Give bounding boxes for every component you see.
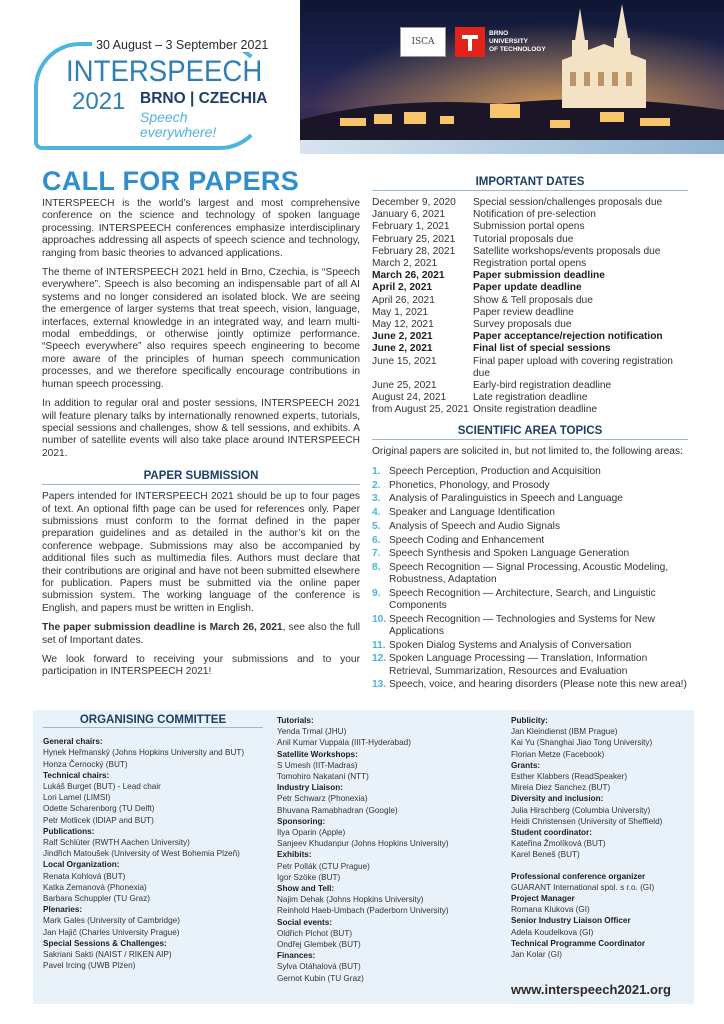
topic-number: 1. bbox=[372, 466, 381, 478]
topic-text: Speech Perception, Production and Acquisition bbox=[389, 466, 601, 478]
date-row bbox=[372, 246, 688, 258]
committee-member: Yenda Trmal (JHU) bbox=[277, 727, 347, 737]
deadline-paragraph bbox=[42, 622, 360, 647]
date-row bbox=[372, 221, 688, 233]
committee-member: Pavel Ircing (UWB Plzen) bbox=[43, 961, 136, 971]
committee-member: Jindřich Matoušek (University of West Bohemia Plzeň) bbox=[43, 849, 240, 859]
committee-member: Anil Kumar Vuppala (IIIT-Hyderabad) bbox=[277, 738, 411, 748]
committee-role-heading: Publications: bbox=[43, 826, 95, 836]
committee-member: Lori Lamel (LIMSI) bbox=[43, 793, 111, 803]
topic-text: Analysis of Speech and Audio Signals bbox=[389, 520, 561, 532]
topic-number: 4. bbox=[372, 507, 381, 519]
date-row bbox=[372, 209, 688, 221]
right-column bbox=[372, 176, 688, 693]
event-cell: Paper update deadline bbox=[473, 282, 582, 294]
committee-member: Florian Metze (Facebook) bbox=[511, 749, 605, 759]
topic-text: Phonetics, Phonology, and Prosody bbox=[389, 479, 550, 491]
topic-text: Spoken Dialog Systems and Analysis of Conversation bbox=[389, 639, 632, 651]
important-dates-table bbox=[372, 197, 688, 417]
committee-member: Tomohiro Nakatani (NTT) bbox=[277, 772, 369, 782]
date-cell: February 25, 2021 bbox=[372, 233, 456, 245]
sessions-paragraph: In addition to regular oral and poster sessions, INTERSPEECH 2021 will feature plenary talks by internationally renowned experts, tutorials, special sessions and challenges, show & tell sessions, and exhibits. A number of satellite events will also take place around INTERSPEECH 2021. bbox=[42, 398, 360, 459]
brno-night-photo bbox=[300, 0, 724, 150]
date-cell: June 15, 2021 bbox=[372, 355, 437, 367]
but-name-line-2: UNIVERSITY bbox=[489, 38, 529, 45]
committee-role-heading: General chairs: bbox=[43, 737, 103, 747]
event-cell: Notification of pre-selection bbox=[473, 209, 596, 221]
topic-text: Analysis of Paralinguistics in Speech and Language bbox=[389, 493, 623, 505]
topic-item bbox=[372, 548, 688, 560]
committee-role-heading: Plenaries: bbox=[43, 905, 83, 915]
topic-item bbox=[372, 466, 688, 478]
topic-number: 3. bbox=[372, 493, 381, 505]
date-row bbox=[372, 234, 688, 246]
date-cell: May 12, 2021 bbox=[372, 319, 434, 331]
brand-name: INTERSPEECH bbox=[66, 55, 263, 88]
committee-member: Romana Klukova (GI) bbox=[511, 905, 590, 915]
page-title: CALL FOR PAPERS bbox=[42, 166, 300, 196]
topic-item bbox=[372, 614, 688, 638]
date-row bbox=[372, 356, 688, 380]
city-skyline-illustration bbox=[300, 0, 724, 150]
committee-member: Jan Hajič (Charles University Prague) bbox=[43, 927, 180, 937]
topic-number: 7. bbox=[372, 548, 381, 560]
topic-number: 8. bbox=[372, 561, 381, 573]
date-cell: January 6, 2021 bbox=[372, 209, 446, 221]
committee-role-heading: Professional conference organizer bbox=[511, 871, 646, 881]
committee-member: Bhuvana Ramabhadran (Google) bbox=[277, 805, 398, 815]
isca-logo bbox=[400, 27, 446, 57]
date-row bbox=[372, 331, 688, 343]
topic-item bbox=[372, 588, 688, 612]
deadline-rest: , see also the full set of Important dates. bbox=[42, 622, 360, 646]
date-cell: June 2, 2021 bbox=[372, 331, 433, 343]
topic-number: 5. bbox=[372, 520, 381, 532]
brand-year: 2021 bbox=[72, 88, 126, 115]
committee-role-heading: Satellite Workshops: bbox=[277, 749, 358, 759]
committee-column-3 bbox=[511, 715, 691, 960]
committee-member: Esther Klabbers (ReadSpeaker) bbox=[511, 772, 628, 782]
committee-member: Petr Pollák (CTU Prague) bbox=[277, 861, 370, 871]
committee-member: Lukáš Burget (BUT) - Lead chair bbox=[43, 782, 161, 792]
topic-text: Speaker and Language Identification bbox=[389, 507, 555, 519]
committee-role-heading: Special Sessions & Challenges: bbox=[43, 938, 167, 948]
committee-column-1 bbox=[43, 715, 263, 971]
committee-role-heading: Technical Programme Coordinator bbox=[511, 938, 646, 948]
event-cell: Onsite registration deadline bbox=[473, 404, 598, 416]
topic-number: 11. bbox=[372, 639, 386, 651]
committee-role-heading: Show and Tell: bbox=[277, 884, 335, 894]
date-row bbox=[372, 380, 688, 392]
website-link[interactable]: www.interspeech2021.org bbox=[511, 982, 671, 997]
event-cell: Paper review deadline bbox=[473, 306, 574, 318]
date-row bbox=[372, 197, 688, 209]
closing-paragraph: We look forward to receiving your submissions and to your participation in INTERSPEECH 2021! bbox=[42, 654, 360, 678]
topic-number: 6. bbox=[372, 534, 381, 546]
topic-item bbox=[372, 480, 688, 492]
committee-member: Sylva Otáhalová (BUT) bbox=[277, 962, 361, 972]
important-dates-heading: IMPORTANT DATES bbox=[372, 176, 688, 191]
location: BRNO | CZECHIA bbox=[140, 90, 268, 107]
committee-role-heading: Publicity: bbox=[511, 716, 548, 725]
committee-member: Sakriani Sakti (NAIST / RIKEN AIP) bbox=[43, 950, 172, 960]
topic-text: Spoken Language Processing — Translation, Information Retrieval, Summarization, Resources and Evaluation bbox=[389, 653, 648, 677]
date-cell: March 26, 2021 bbox=[372, 270, 445, 282]
committee-member: GUARANT International spol. s r.o. (GI) bbox=[511, 882, 655, 892]
committee-member: Reinhold Haeb-Umbach (Paderborn University) bbox=[277, 906, 449, 916]
date-cell: April 2, 2021 bbox=[372, 282, 433, 294]
topic-number: 2. bbox=[372, 479, 381, 491]
date-cell: March 2, 2021 bbox=[372, 258, 438, 270]
committee-member: Ondřej Glembek (BUT) bbox=[277, 940, 361, 950]
committee-role-heading: Exhibits: bbox=[277, 850, 312, 860]
but-name-line-3: OF TECHNOLOGY bbox=[489, 46, 546, 53]
topic-number: 12. bbox=[372, 653, 387, 665]
topic-text: Speech Coding and Enhancement bbox=[389, 534, 545, 546]
date-row bbox=[372, 404, 688, 416]
topics-intro: Original papers are solicited in, but not limited to, the following areas: bbox=[372, 445, 683, 457]
committee-member: Karel Beneš (BUT) bbox=[511, 850, 580, 860]
conference-dates: 30 August – 3 September 2021 bbox=[92, 38, 272, 52]
committee-member: Petr Motlicek (IDIAP and BUT) bbox=[43, 815, 154, 825]
header bbox=[0, 0, 724, 158]
date-row bbox=[372, 343, 688, 355]
date-row bbox=[372, 258, 688, 270]
committee-role-heading: Senior Industry Liaison Officer bbox=[511, 916, 631, 926]
date-row bbox=[372, 319, 688, 331]
topics-list bbox=[372, 466, 688, 691]
event-cell: Final list of special sessions bbox=[473, 343, 611, 355]
interspeech-logo bbox=[0, 0, 300, 158]
date-row bbox=[372, 392, 688, 404]
date-cell: June 25, 2021 bbox=[372, 380, 437, 392]
event-cell: Paper acceptance/rejection notification bbox=[473, 331, 663, 343]
committee-role-heading: Student coordinator: bbox=[511, 828, 592, 838]
left-column bbox=[42, 198, 360, 686]
committee-member: Adela Koudelkova (GI) bbox=[511, 927, 594, 937]
tagline-line-1: Speech bbox=[140, 109, 188, 125]
event-cell: Special session/challenges proposals due bbox=[473, 197, 663, 208]
event-cell: Final paper upload with covering registration due bbox=[473, 355, 673, 379]
event-cell: Submission portal opens bbox=[473, 221, 585, 233]
isca-logo-text: ISCA bbox=[411, 37, 435, 47]
topics-heading: SCIENTIFIC AREA TOPICS bbox=[372, 425, 688, 440]
committee-member: Sanjeev Khudanpur (Johns Hopkins University) bbox=[277, 839, 449, 849]
committee-role-heading: Diversity and inclusion: bbox=[511, 794, 604, 804]
tagline-line-2: everywhere! bbox=[140, 124, 217, 140]
committee-role-heading: Industry Liaison: bbox=[277, 783, 343, 793]
event-cell: Late registration deadline bbox=[473, 392, 588, 404]
committee-member: Kateřina Žmolíková (BUT) bbox=[511, 839, 606, 849]
committee-member: Katka Zemanová (Phonexia) bbox=[43, 882, 147, 892]
date-cell: April 26, 2021 bbox=[372, 294, 435, 306]
event-cell: Tutorial proposals due bbox=[473, 233, 574, 245]
date-row bbox=[372, 295, 688, 307]
date-cell: February 28, 2021 bbox=[372, 245, 456, 257]
topic-item bbox=[372, 535, 688, 547]
event-cell: Paper submission deadline bbox=[473, 270, 605, 282]
but-t-icon bbox=[455, 27, 485, 57]
event-cell: Survey proposals due bbox=[473, 319, 572, 331]
date-cell: June 2, 2021 bbox=[372, 343, 433, 355]
committee-member: Julia Hirschberg (Columbia University) bbox=[511, 805, 651, 815]
committee-member: Kai Yu (Shanghai Jiao Tong University) bbox=[511, 738, 653, 748]
committee-heading: ORGANISING COMMITTEE bbox=[43, 715, 263, 728]
submission-paragraph: Papers intended for INTERSPEECH 2021 should be up to four pages of text. An optional fifth page can be used for references only. Paper submissions must conform to the format defined in the paper preparation guidelines and as detailed in the author’s kit on the conference webpage. Submissions may also be accompanied by additional files such as multimedia files. Authors must declare that their contributions are original and have not been submitted elsewhere for publication. Papers must be submitted via the online paper submission system. The working language of the conference is English, and papers must be written in English. bbox=[42, 491, 360, 614]
event-cell: Registration portal opens bbox=[473, 258, 587, 270]
committee-member: Jan Kolar (GI) bbox=[511, 950, 562, 960]
topic-item bbox=[372, 653, 688, 677]
committee-role-heading: Grants: bbox=[511, 760, 541, 770]
topic-number: 9. bbox=[372, 587, 381, 599]
committee-member: Gernot Kubin (TU Graz) bbox=[277, 973, 364, 983]
topic-text: Speech Recognition — Architecture, Search, and Linguistic Components bbox=[389, 587, 656, 612]
committee-member: Ilya Oparin (Apple) bbox=[277, 828, 346, 838]
topic-text: Speech Recognition — Technologies and Systems for New Applications bbox=[389, 613, 655, 637]
topic-item bbox=[372, 521, 688, 533]
date-row bbox=[372, 307, 688, 319]
committee-member: Honza Černocký (BUT) bbox=[43, 759, 128, 769]
date-cell: December 9, 2020 bbox=[372, 197, 456, 208]
committee-role-heading: Social events: bbox=[277, 917, 333, 927]
committee-member: Mark Gales (University of Cambridge) bbox=[43, 916, 180, 926]
committee-member: Ralf Schlüter (RWTH Aachen University) bbox=[43, 838, 190, 848]
committee-member: Petr Schwarz (Phonexia) bbox=[277, 794, 368, 804]
topic-item bbox=[372, 562, 688, 586]
committee-role-heading: Tutorials: bbox=[277, 716, 314, 725]
topic-item bbox=[372, 640, 688, 652]
date-cell: from August 25, 2021 bbox=[372, 404, 469, 416]
date-cell: August 24, 2021 bbox=[372, 392, 447, 404]
committee-member: Hynek Heřmanský (Johns Hopkins University and BUT) bbox=[43, 748, 245, 758]
event-cell: Show & Tell proposals due bbox=[473, 294, 593, 306]
paper-submission-heading: PAPER SUBMISSION bbox=[42, 470, 360, 485]
committee-role-heading: Sponsoring: bbox=[277, 816, 326, 826]
topic-number: 13. bbox=[372, 679, 387, 691]
event-cell: Satellite workshops/events proposals due bbox=[473, 245, 661, 257]
date-row bbox=[372, 282, 688, 294]
committee-member: Jan Kleindienst (IBM Prague) bbox=[511, 727, 618, 737]
committee-role-heading: Technical chairs: bbox=[43, 770, 110, 780]
committee-role-heading: Project Manager bbox=[511, 894, 575, 904]
committee-member: Odette Scharenborg (TU Delft) bbox=[43, 804, 155, 814]
header-stripe bbox=[300, 140, 724, 154]
but-name-line-1: BRNO bbox=[489, 30, 509, 37]
committee-member: Mireia Diez Sanchez (BUT) bbox=[511, 783, 611, 793]
topic-number: 10. bbox=[372, 613, 387, 625]
committee-member: Renata Kohlová (BUT) bbox=[43, 871, 126, 881]
date-cell: February 1, 2021 bbox=[372, 221, 450, 233]
date-cell: May 1, 2021 bbox=[372, 306, 429, 318]
organising-committee-panel bbox=[33, 710, 694, 1004]
theme-paragraph: The theme of INTERSPEECH 2021 held in Brno, Czechia, is “Speech everywhere”. Speech is also becoming an indispensable part of all AI systems and no longer considered an isolated block. We are seeing the emergence of larger systems that treat speech, vision, language, interfaces, external knowledge in an integrated way, and learn multi-modal embeddings, or otherwise jointly optimize performance. “Speech everywhere” also requires speech engineering to become more aware of the principles of human speech communication processes, and we therefore specifically encourage contributions in human speech processing. bbox=[42, 267, 360, 390]
committee-role-heading: Local Organization: bbox=[43, 860, 120, 870]
deadline-bold: The paper submission deadline is March 26, 2021 bbox=[42, 622, 283, 634]
topic-item bbox=[372, 493, 688, 505]
topic-text: Speech Recognition — Signal Processing, Acoustic Modeling, Robustness, Adaptation bbox=[389, 561, 669, 586]
committee-member: S Umesh (IIT-Madras) bbox=[277, 760, 358, 770]
committee-member: Barbara Schuppler (TU Graz) bbox=[43, 894, 150, 904]
committee-member: Igor Szöke (BUT) bbox=[277, 872, 341, 882]
committee-member: Heidi Christensen (University of Sheffield) bbox=[511, 816, 663, 826]
intro-paragraph: INTERSPEECH is the world’s largest and most comprehensive conference on the science and technology of spoken language processing. INTERSPEECH conferences emphasize interdisciplinary approaches addressing all aspects of speech science and technology, ranging from basic theories to advanced applications. bbox=[42, 198, 360, 259]
event-cell: Early-bird registration deadline bbox=[473, 380, 612, 392]
topic-item bbox=[372, 507, 688, 519]
committee-role-heading: Finances: bbox=[277, 951, 316, 961]
committee-member: Oldřich Plchot (BUT) bbox=[277, 928, 353, 938]
topic-text: Speech, voice, and hearing disorders (Please note this new area!) bbox=[389, 679, 687, 691]
topic-item bbox=[372, 679, 688, 691]
but-logo bbox=[455, 27, 485, 57]
topic-text: Speech Synthesis and Spoken Language Generation bbox=[389, 548, 630, 560]
committee-member: Najim Dehak (Johns Hopkins University) bbox=[277, 895, 424, 905]
date-row bbox=[372, 270, 688, 282]
committee-column-2 bbox=[277, 715, 507, 984]
